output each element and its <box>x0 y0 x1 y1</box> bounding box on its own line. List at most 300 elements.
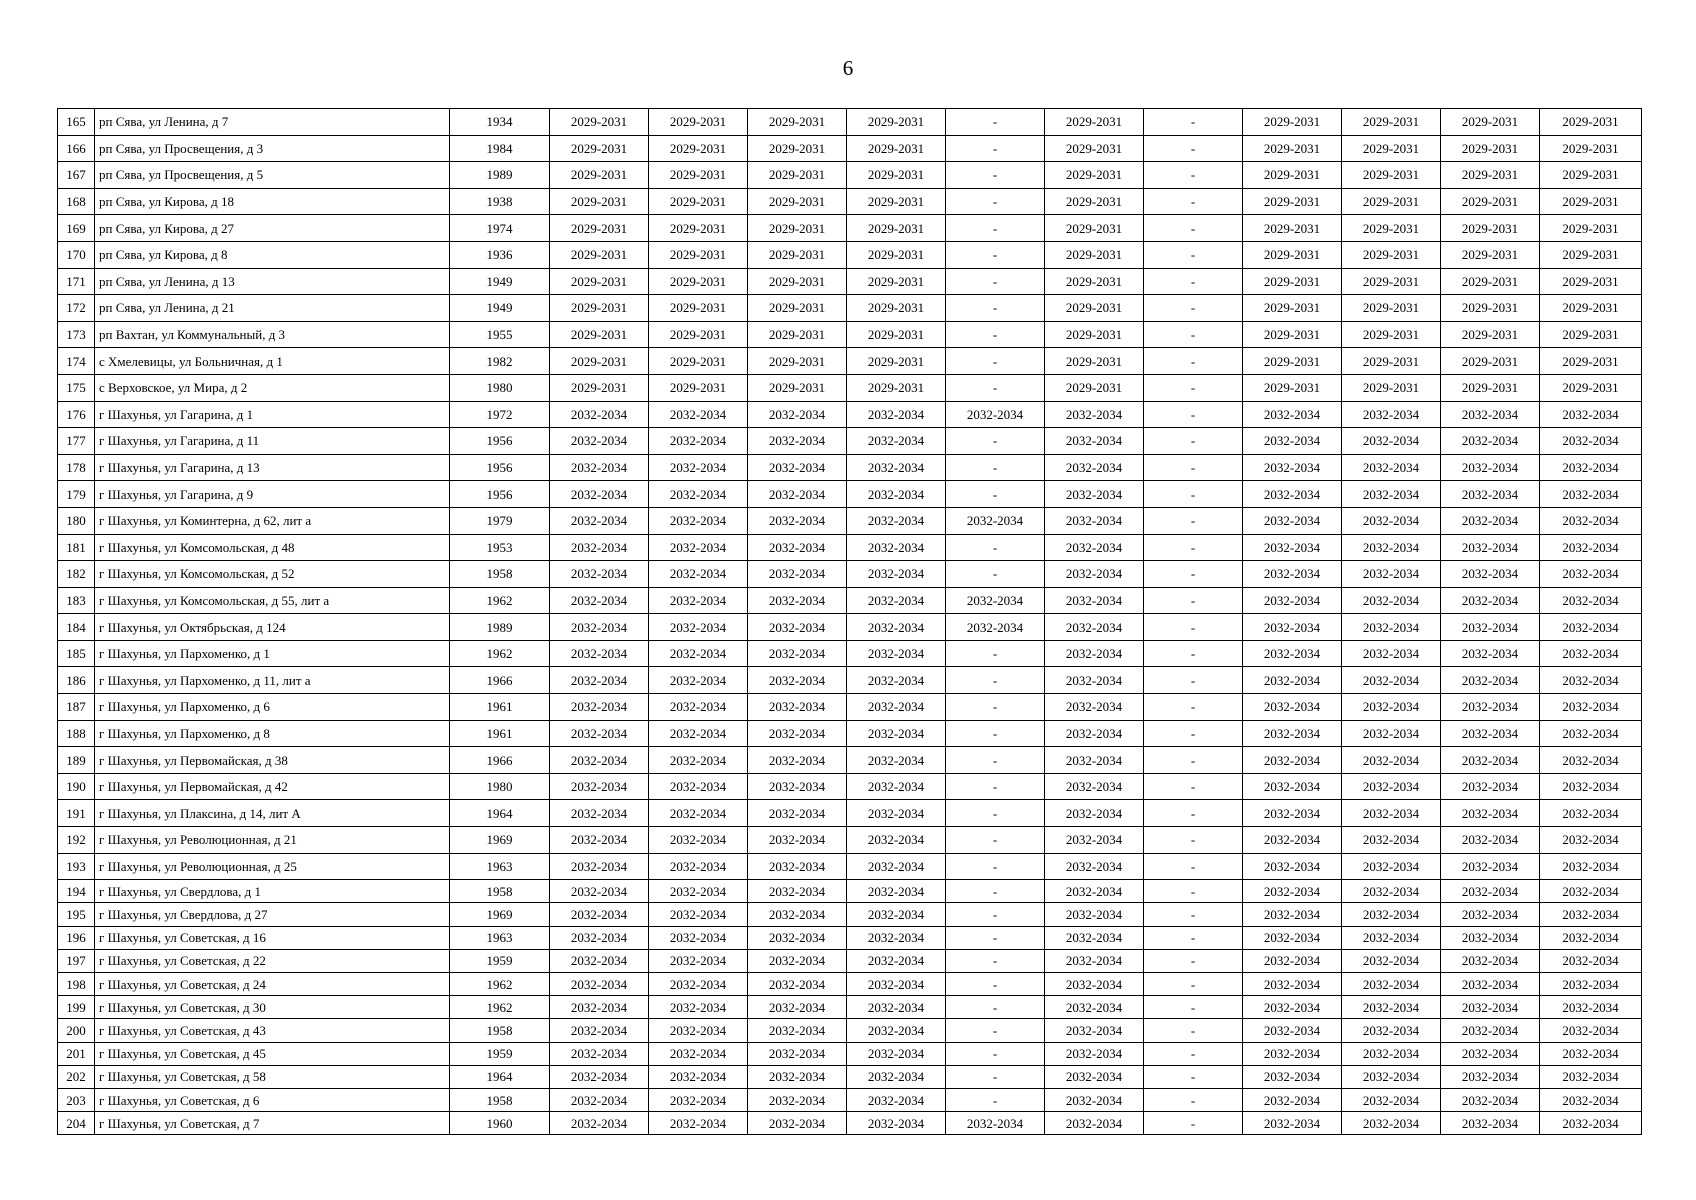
period-3-cell: 2029-2031 <box>748 109 847 136</box>
period-11-cell: 2029-2031 <box>1540 295 1642 322</box>
row-number-cell: 189 <box>58 747 95 774</box>
period-5-cell: - <box>946 972 1045 995</box>
period-4-cell: 2032-2034 <box>847 587 946 614</box>
row-number-cell: 181 <box>58 534 95 561</box>
table-row <box>58 215 1642 242</box>
period-10-cell: 2032-2034 <box>1441 454 1540 481</box>
period-8-cell: 2032-2034 <box>1243 587 1342 614</box>
period-2-cell: 2029-2031 <box>649 321 748 348</box>
period-1-cell: 2029-2031 <box>550 135 649 162</box>
period-10-cell: 2032-2034 <box>1441 926 1540 949</box>
period-1-cell: 2032-2034 <box>550 949 649 972</box>
period-1-cell: 2029-2031 <box>550 109 649 136</box>
period-11-cell: 2032-2034 <box>1540 428 1642 455</box>
period-2-cell: 2032-2034 <box>649 773 748 800</box>
address-cell: г Шахунья, ул Свердлова, д 1 <box>95 880 450 903</box>
table-row <box>58 640 1642 667</box>
period-6-cell: 2029-2031 <box>1045 321 1144 348</box>
period-6-cell: 2032-2034 <box>1045 1088 1144 1111</box>
period-11-cell: 2032-2034 <box>1540 972 1642 995</box>
period-7-cell: - <box>1144 949 1243 972</box>
period-11-cell: 2029-2031 <box>1540 348 1642 375</box>
period-10-cell: 2032-2034 <box>1441 667 1540 694</box>
period-9-cell: 2032-2034 <box>1342 880 1441 903</box>
period-7-cell: - <box>1144 295 1243 322</box>
period-10-cell: 2029-2031 <box>1441 295 1540 322</box>
address-cell: рп Вахтан, ул Коммунальный, д 3 <box>95 321 450 348</box>
row-number-cell: 168 <box>58 188 95 215</box>
period-9-cell: 2032-2034 <box>1342 454 1441 481</box>
period-2-cell: 2032-2034 <box>649 1019 748 1042</box>
period-10-cell: 2029-2031 <box>1441 268 1540 295</box>
period-8-cell: 2029-2031 <box>1243 162 1342 189</box>
period-8-cell: 2032-2034 <box>1243 800 1342 827</box>
period-2-cell: 2032-2034 <box>649 1065 748 1088</box>
address-cell: г Шахунья, ул Революционная, д 25 <box>95 853 450 880</box>
row-number-cell: 169 <box>58 215 95 242</box>
period-7-cell: - <box>1144 481 1243 508</box>
period-11-cell: 2032-2034 <box>1540 640 1642 667</box>
year-built-cell: 1962 <box>450 972 550 995</box>
period-11-cell: 2032-2034 <box>1540 534 1642 561</box>
period-1-cell: 2029-2031 <box>550 374 649 401</box>
address-cell: г Шахунья, ул Пархоменко, д 8 <box>95 720 450 747</box>
period-10-cell: 2032-2034 <box>1441 1112 1540 1135</box>
period-11-cell: 2032-2034 <box>1540 720 1642 747</box>
period-6-cell: 2032-2034 <box>1045 827 1144 854</box>
period-4-cell: 2029-2031 <box>847 268 946 295</box>
page-number: 6 <box>842 56 854 80</box>
address-cell: г Шахунья, ул Коминтерна, д 62, лит а <box>95 507 450 534</box>
period-4-cell: 2029-2031 <box>847 109 946 136</box>
table-row <box>58 135 1642 162</box>
address-cell: г Шахунья, ул Пархоменко, д 1 <box>95 640 450 667</box>
period-6-cell: 2029-2031 <box>1045 295 1144 322</box>
period-4-cell: 2029-2031 <box>847 135 946 162</box>
address-cell: г Шахунья, ул Комсомольская, д 48 <box>95 534 450 561</box>
period-11-cell: 2032-2034 <box>1540 827 1642 854</box>
period-9-cell: 2032-2034 <box>1342 428 1441 455</box>
period-2-cell: 2032-2034 <box>649 853 748 880</box>
table-row <box>58 507 1642 534</box>
period-7-cell: - <box>1144 1065 1243 1088</box>
period-11-cell: 2032-2034 <box>1540 747 1642 774</box>
period-7-cell: - <box>1144 587 1243 614</box>
address-cell: г Шахунья, ул Первомайская, д 42 <box>95 773 450 800</box>
period-6-cell: 2032-2034 <box>1045 428 1144 455</box>
table-row <box>58 374 1642 401</box>
period-5-cell: - <box>946 747 1045 774</box>
period-2-cell: 2029-2031 <box>649 215 748 242</box>
address-cell: рп Сява, ул Просвещения, д 5 <box>95 162 450 189</box>
period-6-cell: 2029-2031 <box>1045 135 1144 162</box>
year-built-cell: 1958 <box>450 880 550 903</box>
period-8-cell: 2032-2034 <box>1243 614 1342 641</box>
year-built-cell: 1956 <box>450 454 550 481</box>
row-number-cell: 188 <box>58 720 95 747</box>
period-1-cell: 2029-2031 <box>550 321 649 348</box>
address-cell: рп Сява, ул Кирова, д 27 <box>95 215 450 242</box>
address-cell: с Верховское, ул Мира, д 2 <box>95 374 450 401</box>
period-2-cell: 2032-2034 <box>649 827 748 854</box>
period-9-cell: 2032-2034 <box>1342 1042 1441 1065</box>
year-built-cell: 1964 <box>450 800 550 827</box>
table-body <box>58 109 1642 1135</box>
year-built-cell: 1963 <box>450 926 550 949</box>
period-4-cell: 2032-2034 <box>847 1065 946 1088</box>
period-4-cell: 2032-2034 <box>847 694 946 721</box>
period-5-cell: - <box>946 880 1045 903</box>
year-built-cell: 1958 <box>450 1019 550 1042</box>
year-built-cell: 1963 <box>450 853 550 880</box>
period-10-cell: 2032-2034 <box>1441 640 1540 667</box>
table-row <box>58 800 1642 827</box>
period-3-cell: 2032-2034 <box>748 903 847 926</box>
period-1-cell: 2032-2034 <box>550 1042 649 1065</box>
address-cell: г Шахунья, ул Советская, д 43 <box>95 1019 450 1042</box>
period-9-cell: 2029-2031 <box>1342 162 1441 189</box>
period-8-cell: 2029-2031 <box>1243 215 1342 242</box>
address-cell: г Шахунья, ул Свердлова, д 27 <box>95 903 450 926</box>
period-5-cell: - <box>946 561 1045 588</box>
period-11-cell: 2029-2031 <box>1540 321 1642 348</box>
table-row <box>58 972 1642 995</box>
table-row <box>58 880 1642 903</box>
table-row <box>58 295 1642 322</box>
period-1-cell: 2029-2031 <box>550 268 649 295</box>
period-10-cell: 2032-2034 <box>1441 880 1540 903</box>
period-9-cell: 2032-2034 <box>1342 1088 1441 1111</box>
year-built-cell: 1936 <box>450 241 550 268</box>
table-row <box>58 268 1642 295</box>
row-number-cell: 179 <box>58 481 95 508</box>
period-11-cell: 2032-2034 <box>1540 1112 1642 1135</box>
period-6-cell: 2032-2034 <box>1045 667 1144 694</box>
row-number-cell: 192 <box>58 827 95 854</box>
period-1-cell: 2032-2034 <box>550 587 649 614</box>
year-built-cell: 1962 <box>450 996 550 1019</box>
housing-repair-table <box>57 108 1642 1135</box>
period-10-cell: 2032-2034 <box>1441 996 1540 1019</box>
period-2-cell: 2032-2034 <box>649 926 748 949</box>
row-number-cell: 204 <box>58 1112 95 1135</box>
address-cell: рп Сява, ул Кирова, д 18 <box>95 188 450 215</box>
period-9-cell: 2029-2031 <box>1342 295 1441 322</box>
period-8-cell: 2032-2034 <box>1243 880 1342 903</box>
period-4-cell: 2032-2034 <box>847 773 946 800</box>
period-5-cell: - <box>946 268 1045 295</box>
period-5-cell: - <box>946 428 1045 455</box>
period-4-cell: 2032-2034 <box>847 428 946 455</box>
period-4-cell: 2032-2034 <box>847 996 946 1019</box>
period-6-cell: 2032-2034 <box>1045 1112 1144 1135</box>
period-1-cell: 2032-2034 <box>550 773 649 800</box>
period-5-cell: 2032-2034 <box>946 614 1045 641</box>
period-10-cell: 2032-2034 <box>1441 534 1540 561</box>
period-9-cell: 2032-2034 <box>1342 1112 1441 1135</box>
period-11-cell: 2029-2031 <box>1540 109 1642 136</box>
address-cell: с Хмелевицы, ул Больничная, д 1 <box>95 348 450 375</box>
period-3-cell: 2032-2034 <box>748 1112 847 1135</box>
table-row <box>58 747 1642 774</box>
period-6-cell: 2032-2034 <box>1045 949 1144 972</box>
period-11-cell: 2032-2034 <box>1540 880 1642 903</box>
row-number-cell: 171 <box>58 268 95 295</box>
row-number-cell: 175 <box>58 374 95 401</box>
period-5-cell: 2032-2034 <box>946 587 1045 614</box>
period-2-cell: 2029-2031 <box>649 188 748 215</box>
period-7-cell: - <box>1144 348 1243 375</box>
row-number-cell: 195 <box>58 903 95 926</box>
period-2-cell: 2032-2034 <box>649 428 748 455</box>
period-1-cell: 2029-2031 <box>550 295 649 322</box>
period-7-cell: - <box>1144 428 1243 455</box>
period-1-cell: 2032-2034 <box>550 800 649 827</box>
period-1-cell: 2029-2031 <box>550 241 649 268</box>
period-9-cell: 2029-2031 <box>1342 348 1441 375</box>
table-row <box>58 561 1642 588</box>
period-8-cell: 2032-2034 <box>1243 1019 1342 1042</box>
year-built-cell: 1958 <box>450 1088 550 1111</box>
period-7-cell: - <box>1144 614 1243 641</box>
period-6-cell: 2032-2034 <box>1045 926 1144 949</box>
period-6-cell: 2029-2031 <box>1045 241 1144 268</box>
table-row <box>58 454 1642 481</box>
period-8-cell: 2029-2031 <box>1243 348 1342 375</box>
row-number-cell: 172 <box>58 295 95 322</box>
period-11-cell: 2029-2031 <box>1540 215 1642 242</box>
period-2-cell: 2032-2034 <box>649 507 748 534</box>
period-7-cell: - <box>1144 534 1243 561</box>
period-9-cell: 2032-2034 <box>1342 1019 1441 1042</box>
period-7-cell: - <box>1144 215 1243 242</box>
period-1-cell: 2032-2034 <box>550 1065 649 1088</box>
year-built-cell: 1972 <box>450 401 550 428</box>
period-2-cell: 2032-2034 <box>649 747 748 774</box>
period-3-cell: 2032-2034 <box>748 534 847 561</box>
year-built-cell: 1969 <box>450 903 550 926</box>
year-built-cell: 1953 <box>450 534 550 561</box>
row-number-cell: 196 <box>58 926 95 949</box>
period-4-cell: 2029-2031 <box>847 321 946 348</box>
row-number-cell: 197 <box>58 949 95 972</box>
period-6-cell: 2029-2031 <box>1045 188 1144 215</box>
row-number-cell: 186 <box>58 667 95 694</box>
row-number-cell: 202 <box>58 1065 95 1088</box>
period-5-cell: - <box>946 773 1045 800</box>
period-8-cell: 2029-2031 <box>1243 241 1342 268</box>
period-8-cell: 2032-2034 <box>1243 640 1342 667</box>
period-3-cell: 2029-2031 <box>748 374 847 401</box>
period-6-cell: 2032-2034 <box>1045 1042 1144 1065</box>
period-10-cell: 2032-2034 <box>1441 428 1540 455</box>
period-10-cell: 2032-2034 <box>1441 561 1540 588</box>
period-4-cell: 2032-2034 <box>847 827 946 854</box>
address-cell: г Шахунья, ул Октябрьская, д 124 <box>95 614 450 641</box>
year-built-cell: 1959 <box>450 949 550 972</box>
address-cell: рп Сява, ул Ленина, д 7 <box>95 109 450 136</box>
year-built-cell: 1958 <box>450 561 550 588</box>
period-11-cell: 2032-2034 <box>1540 853 1642 880</box>
period-5-cell: - <box>946 720 1045 747</box>
period-3-cell: 2032-2034 <box>748 587 847 614</box>
period-10-cell: 2032-2034 <box>1441 720 1540 747</box>
period-7-cell: - <box>1144 747 1243 774</box>
table-row <box>58 926 1642 949</box>
table-row <box>58 321 1642 348</box>
row-number-cell: 177 <box>58 428 95 455</box>
period-5-cell: - <box>946 1042 1045 1065</box>
period-1-cell: 2032-2034 <box>550 1019 649 1042</box>
period-3-cell: 2029-2031 <box>748 295 847 322</box>
period-9-cell: 2029-2031 <box>1342 109 1441 136</box>
address-cell: г Шахунья, ул Гагарина, д 13 <box>95 454 450 481</box>
year-built-cell: 1959 <box>450 1042 550 1065</box>
row-number-cell: 191 <box>58 800 95 827</box>
period-7-cell: - <box>1144 507 1243 534</box>
period-3-cell: 2032-2034 <box>748 401 847 428</box>
period-8-cell: 2032-2034 <box>1243 507 1342 534</box>
row-number-cell: 180 <box>58 507 95 534</box>
period-3-cell: 2032-2034 <box>748 614 847 641</box>
period-8-cell: 2032-2034 <box>1243 903 1342 926</box>
period-4-cell: 2032-2034 <box>847 1088 946 1111</box>
period-2-cell: 2029-2031 <box>649 295 748 322</box>
period-5-cell: - <box>946 853 1045 880</box>
period-10-cell: 2029-2031 <box>1441 135 1540 162</box>
period-11-cell: 2029-2031 <box>1540 268 1642 295</box>
row-number-cell: 170 <box>58 241 95 268</box>
period-6-cell: 2032-2034 <box>1045 747 1144 774</box>
period-10-cell: 2032-2034 <box>1441 1042 1540 1065</box>
period-7-cell: - <box>1144 1042 1243 1065</box>
period-5-cell: - <box>946 1088 1045 1111</box>
table-row <box>58 773 1642 800</box>
period-3-cell: 2032-2034 <box>748 1019 847 1042</box>
period-1-cell: 2032-2034 <box>550 667 649 694</box>
table-row <box>58 996 1642 1019</box>
period-8-cell: 2032-2034 <box>1243 1042 1342 1065</box>
year-built-cell: 1964 <box>450 1065 550 1088</box>
period-1-cell: 2029-2031 <box>550 348 649 375</box>
period-8-cell: 2029-2031 <box>1243 295 1342 322</box>
period-6-cell: 2032-2034 <box>1045 972 1144 995</box>
period-11-cell: 2032-2034 <box>1540 1042 1642 1065</box>
period-5-cell: - <box>946 481 1045 508</box>
table-row <box>58 614 1642 641</box>
period-1-cell: 2032-2034 <box>550 720 649 747</box>
period-8-cell: 2029-2031 <box>1243 109 1342 136</box>
address-cell: г Шахунья, ул Советская, д 30 <box>95 996 450 1019</box>
period-3-cell: 2029-2031 <box>748 268 847 295</box>
period-3-cell: 2032-2034 <box>748 720 847 747</box>
period-2-cell: 2029-2031 <box>649 348 748 375</box>
period-8-cell: 2029-2031 <box>1243 135 1342 162</box>
period-3-cell: 2032-2034 <box>748 949 847 972</box>
period-9-cell: 2032-2034 <box>1342 587 1441 614</box>
period-7-cell: - <box>1144 374 1243 401</box>
period-2-cell: 2029-2031 <box>649 162 748 189</box>
table-row <box>58 694 1642 721</box>
period-1-cell: 2032-2034 <box>550 640 649 667</box>
period-5-cell: - <box>946 926 1045 949</box>
address-cell: г Шахунья, ул Гагарина, д 11 <box>95 428 450 455</box>
period-2-cell: 2032-2034 <box>649 587 748 614</box>
period-4-cell: 2032-2034 <box>847 507 946 534</box>
period-1-cell: 2032-2034 <box>550 454 649 481</box>
period-3-cell: 2032-2034 <box>748 640 847 667</box>
year-built-cell: 1982 <box>450 348 550 375</box>
year-built-cell: 1979 <box>450 507 550 534</box>
period-6-cell: 2032-2034 <box>1045 614 1144 641</box>
period-9-cell: 2032-2034 <box>1342 853 1441 880</box>
period-11-cell: 2029-2031 <box>1540 135 1642 162</box>
period-10-cell: 2032-2034 <box>1441 903 1540 926</box>
period-4-cell: 2032-2034 <box>847 534 946 561</box>
period-11-cell: 2032-2034 <box>1540 773 1642 800</box>
period-6-cell: 2032-2034 <box>1045 481 1144 508</box>
period-11-cell: 2029-2031 <box>1540 241 1642 268</box>
period-11-cell: 2032-2034 <box>1540 507 1642 534</box>
period-8-cell: 2032-2034 <box>1243 481 1342 508</box>
period-6-cell: 2032-2034 <box>1045 853 1144 880</box>
period-4-cell: 2032-2034 <box>847 614 946 641</box>
year-built-cell: 1962 <box>450 587 550 614</box>
period-1-cell: 2029-2031 <box>550 215 649 242</box>
address-cell: г Шахунья, ул Советская, д 22 <box>95 949 450 972</box>
address-cell: г Шахунья, ул Комсомольская, д 52 <box>95 561 450 588</box>
year-built-cell: 1989 <box>450 162 550 189</box>
row-number-cell: 190 <box>58 773 95 800</box>
period-11-cell: 2029-2031 <box>1540 188 1642 215</box>
period-9-cell: 2032-2034 <box>1342 747 1441 774</box>
period-11-cell: 2032-2034 <box>1540 1088 1642 1111</box>
period-7-cell: - <box>1144 853 1243 880</box>
table-row <box>58 241 1642 268</box>
year-built-cell: 1955 <box>450 321 550 348</box>
period-6-cell: 2032-2034 <box>1045 534 1144 561</box>
period-5-cell: - <box>946 348 1045 375</box>
period-7-cell: - <box>1144 1019 1243 1042</box>
period-10-cell: 2032-2034 <box>1441 614 1540 641</box>
period-3-cell: 2032-2034 <box>748 926 847 949</box>
period-8-cell: 2032-2034 <box>1243 667 1342 694</box>
period-5-cell: - <box>946 188 1045 215</box>
period-6-cell: 2032-2034 <box>1045 996 1144 1019</box>
period-11-cell: 2032-2034 <box>1540 401 1642 428</box>
period-10-cell: 2029-2031 <box>1441 215 1540 242</box>
period-9-cell: 2032-2034 <box>1342 507 1441 534</box>
period-6-cell: 2032-2034 <box>1045 720 1144 747</box>
period-11-cell: 2029-2031 <box>1540 374 1642 401</box>
period-4-cell: 2032-2034 <box>847 1112 946 1135</box>
period-4-cell: 2032-2034 <box>847 926 946 949</box>
address-cell: г Шахунья, ул Советская, д 45 <box>95 1042 450 1065</box>
period-5-cell: - <box>946 1065 1045 1088</box>
address-cell: г Шахунья, ул Плаксина, д 14, лит А <box>95 800 450 827</box>
period-9-cell: 2032-2034 <box>1342 827 1441 854</box>
table-row <box>58 481 1642 508</box>
period-7-cell: - <box>1144 880 1243 903</box>
period-11-cell: 2032-2034 <box>1540 587 1642 614</box>
period-6-cell: 2032-2034 <box>1045 903 1144 926</box>
period-10-cell: 2032-2034 <box>1441 507 1540 534</box>
period-9-cell: 2032-2034 <box>1342 996 1441 1019</box>
table-row <box>58 534 1642 561</box>
period-2-cell: 2032-2034 <box>649 972 748 995</box>
period-5-cell: - <box>946 109 1045 136</box>
period-3-cell: 2032-2034 <box>748 694 847 721</box>
